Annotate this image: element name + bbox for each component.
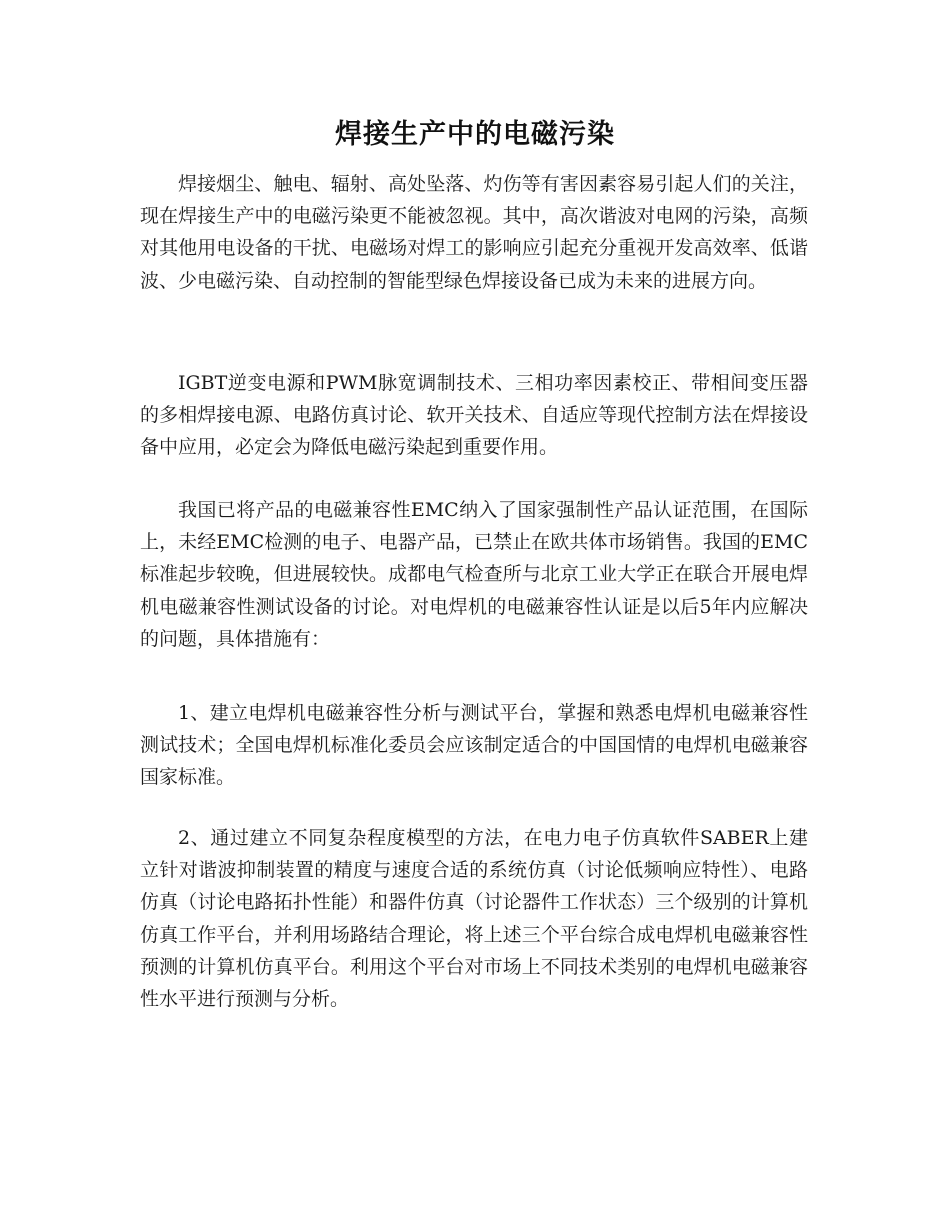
paragraph-4: 1、建立电焊机电磁兼容性分析与测试平台，掌握和熟悉电焊机电磁兼容性测试技术；全国电焊机标准化委员会应该制定适合的中国国情的电焊机电磁兼容国家标准。 bbox=[140, 702, 808, 789]
paragraph-3: 我国已将产品的电磁兼容性EMC纳入了国家强制性产品认证范围，在国际上，未经EMC检测的电子、电器产品，已禁止在欧共体市场销售。我国的EMC标准起步较晚，但进展较快。成都电气检查所与北京工业大学正在联合开展电焊机电磁兼容性测试设备的讨论。对电焊机的电磁兼容性认证是以后5年内应解决的问题，具体措施有： bbox=[140, 499, 808, 650]
document-title: 焊接生产中的电磁污染 bbox=[335, 119, 615, 150]
paragraph-2: IGBT逆变电源和PWM脉宽调制技术、三相功率因素校正、带相间变压器的多相焊接电源、电路仿真讨论、软开关技术、自适应等现代控制方法在焊接设备中应用，必定会为降低电磁污染起到重要作用。 bbox=[140, 372, 808, 459]
paragraph-5: 2、通过建立不同复杂程度模型的方法，在电力电子仿真软件SABER上建立针对谐波抑制装置的精度与速度合适的系统仿真（讨论低频响应特性）、电路仿真（讨论电路拓扑性能）和器件仿真（讨论器件工作状态）三个级别的计算机仿真工作平台，并利用场路结合理论，将上述三个平台综合成电焊机电磁兼容性预测的计算机仿真平台。利用这个平台对市场上不同技术类别的电焊机电磁兼容性水平进行预测与分析。 bbox=[140, 827, 808, 1011]
paragraph-1: 焊接烟尘、触电、辐射、高处坠落、灼伤等有害因素容易引起人们的关注，现在焊接生产中的电磁污染更不能被忽视。其中，高次谐波对电网的污染，高频对其他用电设备的干扰、电磁场对焊工的影响应引起充分重视开发高效率、低谐波、少电磁污染、自动控制的智能型绿色焊接设备已成为未来的进展方向。 bbox=[140, 173, 808, 292]
